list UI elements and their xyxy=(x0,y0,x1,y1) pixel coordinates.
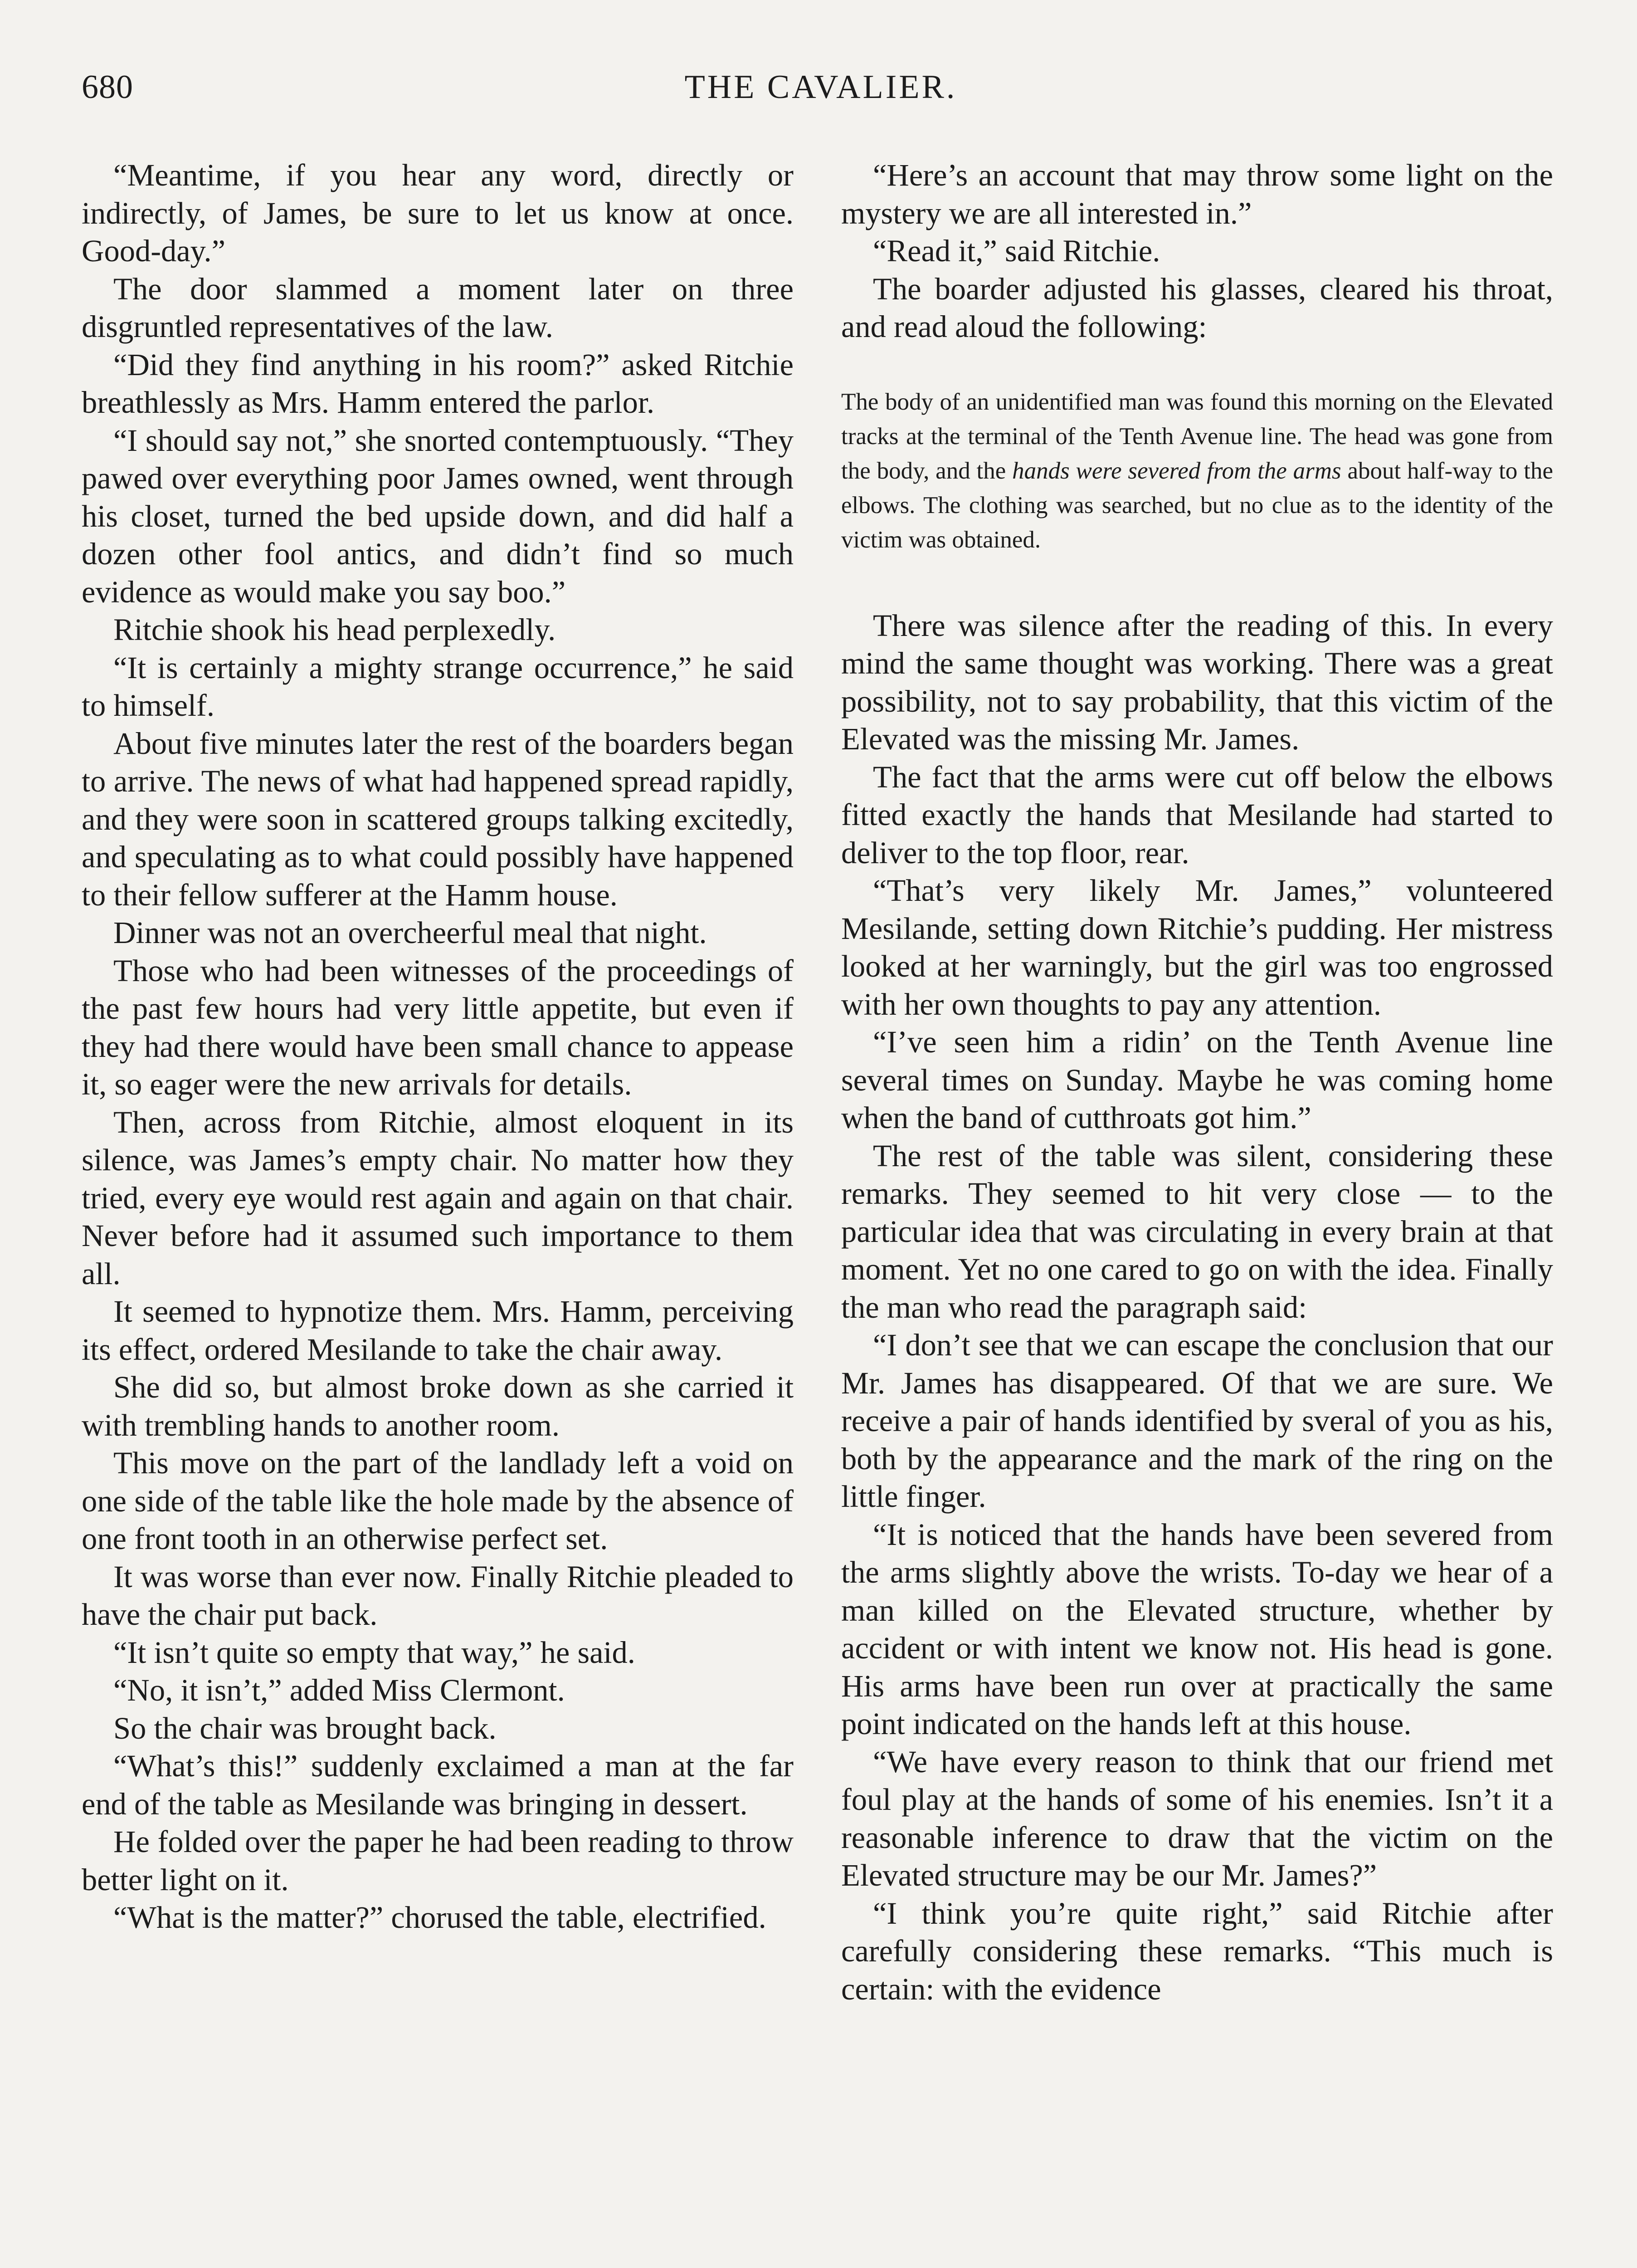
paragraph: The rest of the table was silent, considering these remarks. They seemed to hit very close — to the particular idea that was circulating in every brain at that moment. Yet no one cared to go on with the idea. Finally the man who read the paragraph said: xyxy=(841,1138,1553,1325)
paragraph: The door slammed a moment later on three disgruntled representatives of the law. xyxy=(82,271,794,344)
right-column xyxy=(841,156,1553,2008)
paragraph: “We have every reason to think that our friend met foul play at the hands of some of his enemies. Isn’t it a reasonable inference to draw that the victim on the Elevated structure may be our Mr. James?” xyxy=(841,1744,1553,1892)
paragraph: About five minutes later the rest of the boarders began to arrive. The news of what had happened spread rapidly, and they were soon in scattered groups talking excitedly, and speculating as to what could possibly have happened to their fellow sufferer at the Hamm house. xyxy=(82,726,794,912)
paragraph: Dinner was not an overcheerful meal that night. xyxy=(113,915,707,950)
paragraph: “I should say not,” she snorted contemptuously. “They pawed over everything poor James owned, went through his closet, turned the bed upside down, and did half a dozen other fool antics, and didn’t find so much evidence as would make you say boo.” xyxy=(82,423,794,609)
paragraph: “Meantime, if you hear any word, directly or indirectly, of James, be sure to let us know at once. Good-day.” xyxy=(82,158,794,268)
paragraph: “That’s very likely Mr. James,” volunteered Mesilande, setting down Ritchie’s pudding. Her mistress looked at her warningly, but the girl was too engrossed with her own thoughts to pay any attention. xyxy=(841,873,1553,1022)
paragraph: There was silence after the reading of this. In every mind the same thought was working. There was a great possibility, not to say probability, that this victim of the Elevated was the missing Mr. James. xyxy=(841,608,1553,756)
clipping-text-after: about half-way to the elbows. The clothing was searched, but no clue as to the identity of the victim was obtained. xyxy=(841,457,1553,553)
left-column xyxy=(82,156,794,1937)
paragraph: The boarder adjusted his glasses, cleared his throat, and read aloud the following: xyxy=(841,271,1553,344)
paragraph: “I’ve seen him a ridin’ on the Tenth Avenue line several times on Sunday. Maybe he was coming home when the band of cutthroats got him.” xyxy=(841,1025,1553,1135)
newspaper-clipping xyxy=(841,385,1553,557)
paragraph: This move on the part of the landlady left a void on one side of the table like the hole made by the absence of one front tooth in an otherwise perfect set. xyxy=(82,1446,794,1556)
paragraph: “I think you’re quite right,” said Ritchie after carefully considering these remarks. “This much is certain: with the evidence xyxy=(841,1896,1553,2006)
paragraph: Those who had been witnesses of the proceedings of the past few hours had very little appetite, but even if they had there would have been small chance to appease it, so eager were the new arrivals for details. xyxy=(82,953,794,1101)
paragraph: “I don’t see that we can escape the conclusion that our Mr. James has disappeared. Of that we are sure. We receive a pair of hands identified by sveral of you as his, both by the appearance and the mark of the ring on the little finger. xyxy=(841,1328,1553,1514)
paragraph: “No, it isn’t,” added Miss Clermont. xyxy=(113,1673,565,1707)
paragraph: “Did they find anything in his room?” asked Ritchie breathlessly as Mrs. Hamm entered the parlor. xyxy=(82,347,794,420)
page-number: 680 xyxy=(82,68,133,106)
paragraph: The fact that the arms were cut off below the elbows fitted exactly the hands that Mesilande had started to deliver to the top floor, rear. xyxy=(841,759,1553,870)
paragraph: He folded over the paper he had been reading to throw better light on it. xyxy=(82,1824,794,1897)
paragraph: Ritchie shook his head perplexedly. xyxy=(113,612,556,647)
paragraph: “Here’s an account that may throw some light on the mystery we are all interested in.” xyxy=(841,158,1553,230)
running-title: THE CAVALIER. xyxy=(684,68,957,106)
paragraph: “It isn’t quite so empty that way,” he said. xyxy=(113,1635,635,1670)
paragraph: “It is noticed that the hands have been severed from the arms slightly above the wrists. To-day we hear of a man killed on the Elevated structure, whether by accident or with intent we know not. His head is gone. His arms have been run over at practically the same point indicated on the hands left at this house. xyxy=(841,1517,1553,1741)
clipping-paragraph xyxy=(841,385,1553,557)
page-header xyxy=(82,68,1560,122)
paragraph: “It is certainly a mighty strange occurrence,” he said to himself. xyxy=(82,650,794,723)
paragraph: “What is the matter?” chorused the table, electrified. xyxy=(113,1900,766,1935)
clipping-emphasis: hands were severed from the arms xyxy=(1012,457,1341,484)
clipping-text-before: The body of an unidentified man was found this morning on the Elevated tracks at the terminal of the Tenth Avenue line. The head was gone from the body, and the xyxy=(841,388,1553,484)
paragraph: It seemed to hypnotize them. Mrs. Hamm, perceiving its effect, ordered Mesilande to take the chair away. xyxy=(82,1294,794,1367)
paragraph: Then, across from Ritchie, almost eloquent in its silence, was James’s empty chair. No matter how they tried, every eye would rest again and again on that chair. Never before had it assumed such importance to them all. xyxy=(82,1105,794,1291)
paragraph: “What’s this!” suddenly exclaimed a man at the far end of the table as Mesilande was bringing in dessert. xyxy=(82,1749,794,1821)
paragraph: It was worse than ever now. Finally Ritchie pleaded to have the chair put back. xyxy=(82,1559,794,1632)
paragraph: So the chair was brought back. xyxy=(113,1711,497,1745)
paragraph: She did so, but almost broke down as she carried it with trembling hands to another room. xyxy=(82,1370,794,1442)
paragraph: “Read it,” said Ritchie. xyxy=(873,234,1160,268)
